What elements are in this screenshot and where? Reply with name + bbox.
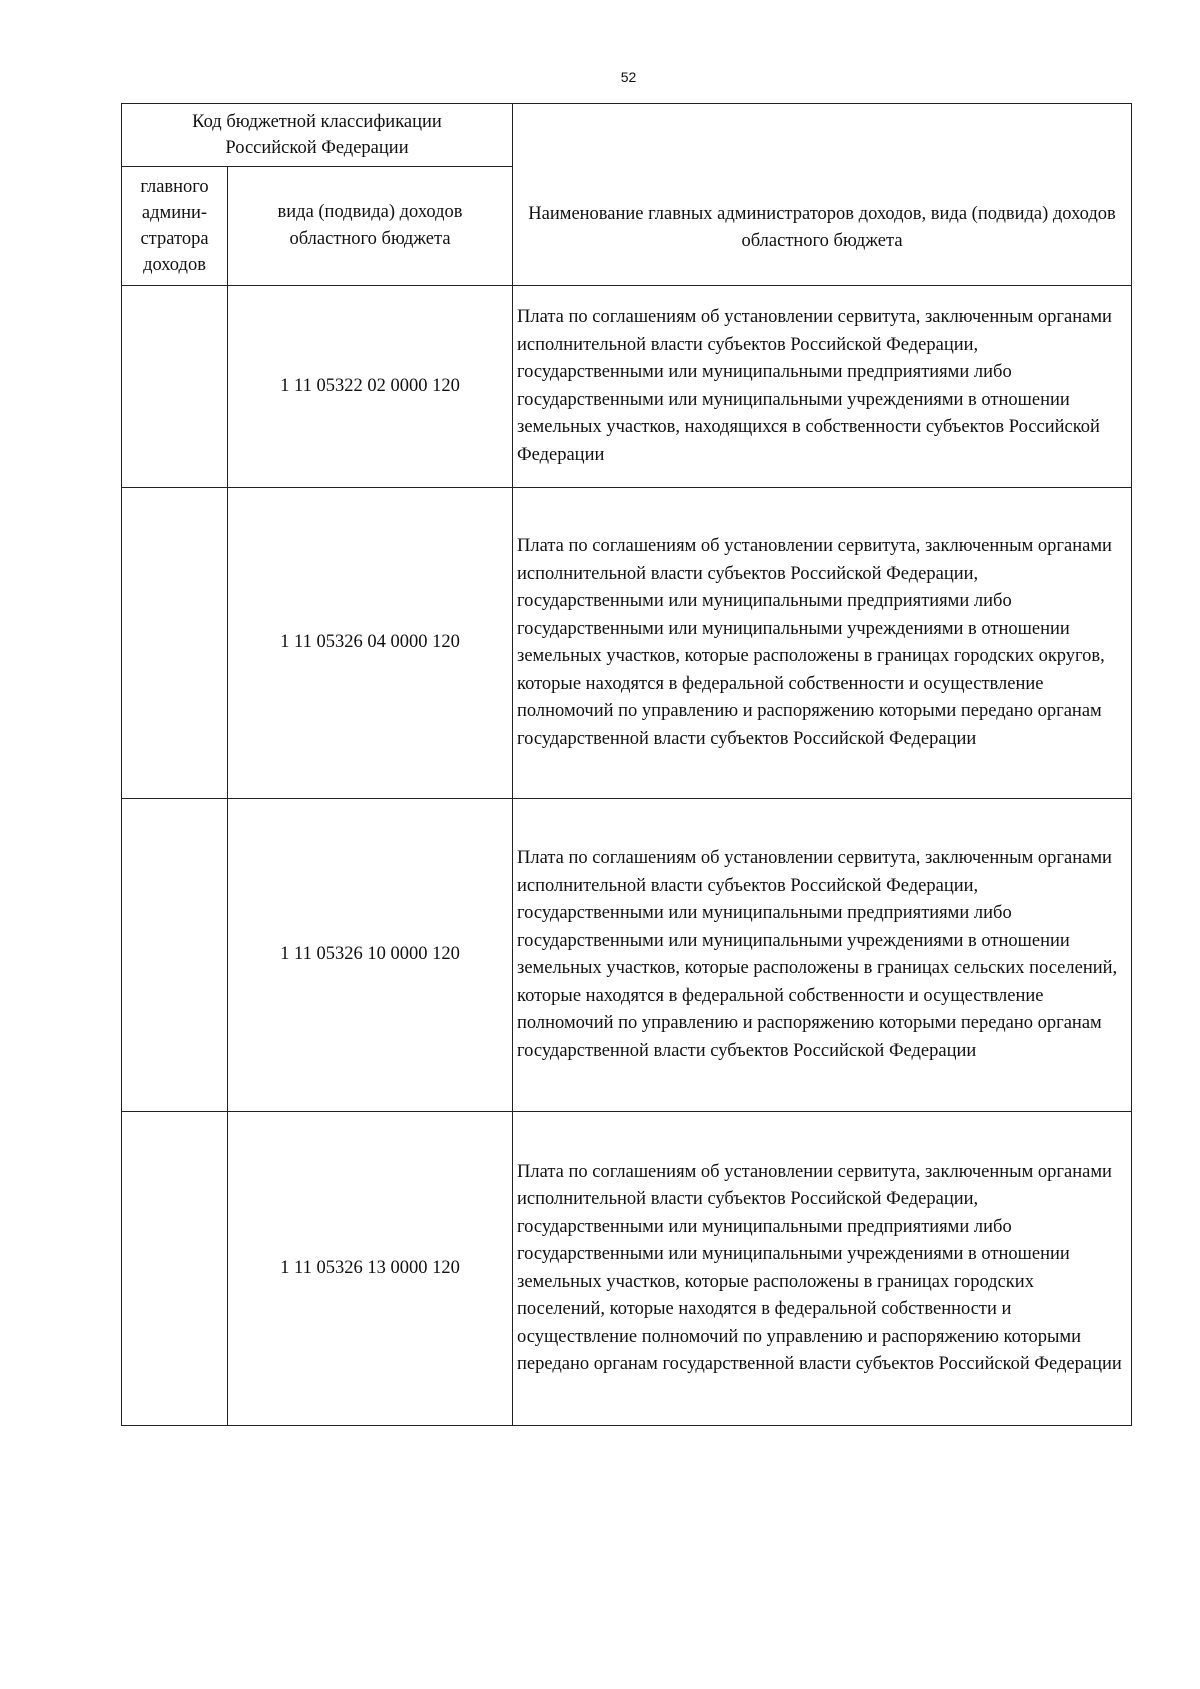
- header-row-top: [122, 104, 1132, 167]
- header-admin-column-label: главного админи-стратора доходов: [140, 177, 209, 275]
- header-kind-column-label: вида (подвида) доходов областного бюджета: [277, 202, 463, 249]
- budget-classification-table: [121, 103, 1132, 1426]
- admin-cell: [122, 1112, 228, 1426]
- page-number: 52: [620, 69, 637, 85]
- header-name-column-label: Наименование главных администраторов доходов, вида (подвида) доходов областного бюджета: [528, 204, 1116, 251]
- header-budget-code-group: [122, 104, 513, 167]
- description-cell: Плата по соглашениям об установлении сервитута, заключенным органами исполнительной власти субъектов Российской Федерации, государственными или муниципальными предприятиями либо государственными или муниципальными учреждениями в отношении земельных участков, которые расположены в границах городских поселений, которые находятся в федеральной собственности и осуществление полномочий по управлению и распоряжению которыми передано органам государственной власти субъектов Российской Федерации: [513, 1112, 1132, 1426]
- table-row: [122, 286, 1132, 488]
- header-kind-column: [228, 167, 513, 286]
- description-cell: Плата по соглашениям об установлении сервитута, заключенным органами исполнительной власти субъектов Российской Федерации, государственными или муниципальными предприятиями либо государственными или муниципальными учреждениями в отношении земельных участков, находящихся в собственности субъектов Российской Федерации: [513, 286, 1132, 488]
- admin-cell: [122, 488, 228, 799]
- code-cell: 1 11 05326 10 0000 120: [228, 799, 513, 1112]
- description-cell: Плата по соглашениям об установлении сервитута, заключенным органами исполнительной власти субъектов Российской Федерации, государственными или муниципальными предприятиями либо государственными или муниципальными учреждениями в отношении земельных участков, которые расположены в границах сельских поселений, которые находятся в федеральной собственности и осуществление полномочий по управлению и распоряжению которыми передано органам государственной власти субъектов Российской Федерации: [513, 799, 1132, 1112]
- code-cell: 1 11 05326 04 0000 120: [228, 488, 513, 799]
- admin-cell: [122, 286, 228, 488]
- header-name-column: [513, 104, 1132, 286]
- header-budget-code-group-label: Код бюджетной классификации Российской Федерации: [192, 112, 442, 158]
- table-row: [122, 799, 1132, 1112]
- description-cell: Плата по соглашениям об установлении сервитута, заключенным органами исполнительной власти субъектов Российской Федерации, государственными или муниципальными предприятиями либо государственными или муниципальными учреждениями в отношении земельных участков, которые расположены в границах городских округов, которые находятся в федеральной собственности и осуществление полномочий по управлению и распоряжению которыми передано органам государственной власти субъектов Российской Федерации: [513, 488, 1132, 799]
- code-cell: 1 11 05322 02 0000 120: [228, 286, 513, 488]
- table-row: [122, 1112, 1132, 1426]
- code-cell: 1 11 05326 13 0000 120: [228, 1112, 513, 1426]
- header-admin-column: [122, 167, 228, 286]
- admin-cell: [122, 799, 228, 1112]
- table-row: [122, 488, 1132, 799]
